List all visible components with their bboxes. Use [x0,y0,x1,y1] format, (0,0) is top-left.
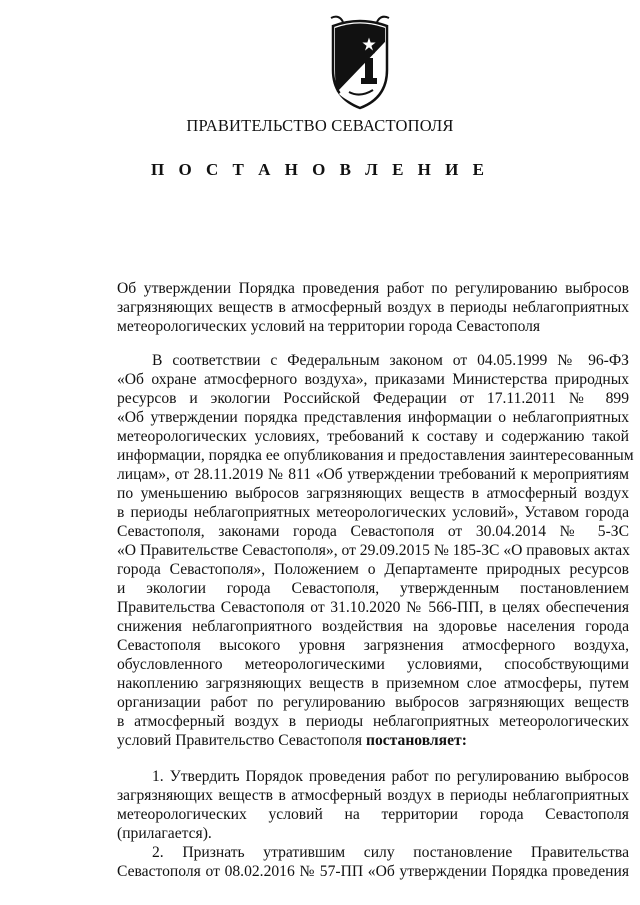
item-line: 1. Утвердить Порядок проведения работ по регулированию выбросов [152,768,629,785]
preamble-line: Севастополя высокого уровня загрязнения атмосферного воздуха, [117,637,629,654]
preamble-last-line [117,731,629,750]
subject-line: загрязняющих веществ в атмосферный воздух в периоды неблагоприятных [117,299,629,316]
preamble-line: информации, порядка ее опубликования и предоставления заинтересованным [117,447,634,464]
preamble-line: ресурсов и экологии Российской Федерации от 17.11.2011 № 899 [117,390,629,407]
preamble-line: метеорологических условиях, требований к составу и содержанию такой [117,428,629,445]
item-line: (прилагается). [117,825,212,842]
preamble-line: Севастополя, законами города Севастополя от 30.04.2014 № 5-ЗС [117,523,629,540]
sevastopol-coat-of-arms [325,12,395,112]
document-type-title: П О С Т А Н О В Л Е Н И Е [151,160,489,179]
preamble-line: в атмосферный воздух в периоды неблагоприятных метеорологических [117,713,629,730]
preamble-line: и экологии города Севастополя, утвержденным постановлением [117,580,629,597]
organization-name: ПРАВИТЕЛЬСТВО СЕВАСТОПОЛЯ [186,116,454,135]
subject-line: Об утверждении Порядка проведения работ по регулированию выбросов [117,280,629,297]
subject-line: метеорологических условий на территории города Севастополя [117,318,541,335]
decree-word: постановляет: [365,732,467,749]
preamble-line: «Об охране атмосферного воздуха», приказами Министерства природных [117,371,629,388]
preamble-line: «Об утверждении порядка представления информации о неблагоприятных [117,409,629,426]
preamble-line: лицам», от 28.11.2019 № 811 «Об утверждении требований к мероприятиям [117,466,629,483]
preamble-line: города Севастополя», Положением о Департаменте природных ресурсов [117,561,629,578]
preamble-line: В соответствии с Федеральным законом от 04.05.1999 № 96-ФЗ [152,352,629,369]
item-line: Севастополя от 08.02.2016 № 57-ПП «Об утверждении Порядка проведения [117,863,629,880]
preamble-line: в периоды неблагоприятных метеорологических условий», Уставом города [117,504,629,521]
preamble-line: по уменьшению выбросов загрязняющих веществ в атмосферный воздух [117,485,629,502]
item-line: загрязняющих веществ в атмосферный воздух в периоды неблагоприятных [117,787,629,804]
preamble-closing-text: условий Правительство Севастополя [117,732,363,749]
preamble-line: снижения неблагоприятного воздействия на здоровье населения города [117,618,629,635]
item-line: метеорологических условий на территории города Севастополя [117,806,629,823]
item-line: 2. Признать утратившим силу постановление Правительства [152,844,629,861]
preamble-line: обусловленного метеорологическими условиями, способствующими [117,656,629,673]
preamble-line: накоплению загрязняющих веществ в приземном слое атмосферы, путем [117,675,629,692]
preamble-line: Правительства Севастополя от 31.10.2020 № 566-ПП, в целях обеспечения [117,599,629,616]
preamble-line: организации работ по регулированию выбросов загрязняющих веществ [117,694,629,711]
preamble-line: «О Правительстве Севастополя», от 29.09.2015 № 185-ЗС «О правовых актах [117,542,630,559]
